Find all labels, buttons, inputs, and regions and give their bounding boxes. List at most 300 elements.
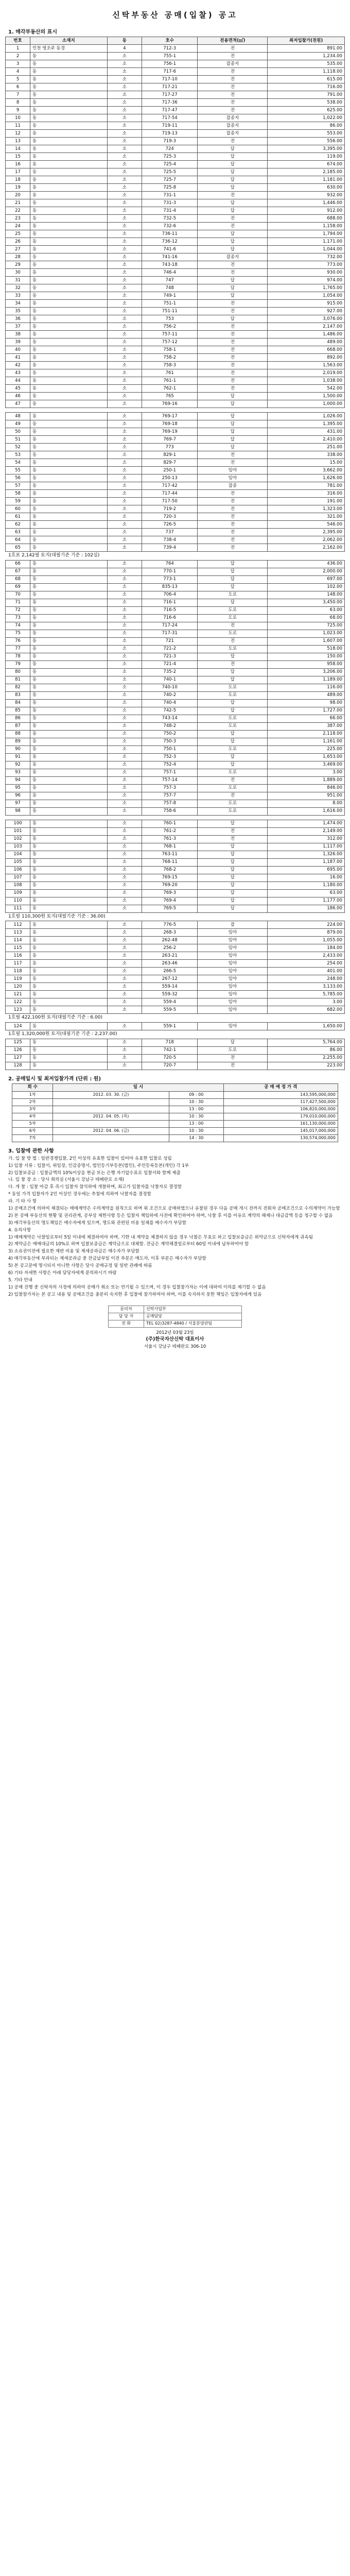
- property-row: [6, 192, 345, 199]
- property-cell: 동: [30, 385, 108, 393]
- property-cell: 동: [30, 377, 108, 385]
- property-cell: 761-1: [142, 377, 197, 385]
- property-row: [6, 168, 345, 176]
- property-cell: 답: [198, 753, 268, 761]
- property-cell: 소: [107, 897, 142, 905]
- property-cell: 256-2: [142, 944, 197, 952]
- property-cell: 도로: [198, 715, 268, 722]
- property-cell: 임야: [198, 944, 268, 952]
- property-cell: 150.00: [268, 653, 345, 660]
- col-price: 최저입찰가(천원): [268, 37, 345, 45]
- property-cell: 소: [107, 354, 142, 362]
- schedule-cell: 2차: [12, 1098, 53, 1106]
- property-cell: 소: [107, 975, 142, 983]
- property-cell: 17: [6, 168, 30, 176]
- property-row: [6, 199, 345, 207]
- property-cell: 소: [107, 1046, 142, 1054]
- property-cell: 769-4: [142, 897, 197, 905]
- property-cell: 소: [107, 536, 142, 544]
- property-cell: 5,785.00: [268, 991, 345, 998]
- property-cell: 1,474.00: [268, 820, 345, 827]
- body-paragraph: 가. 입 찰 방 법 : 일반경쟁입찰, 2인 이상의 유효한 입찰이 있어야 유효한 입찰로 성립: [8, 1156, 172, 1161]
- property-cell: 동: [30, 338, 108, 346]
- property-row: [6, 960, 345, 968]
- schedule-row: [12, 1098, 338, 1106]
- property-cell: 757-7: [142, 792, 197, 800]
- schedule-cell: 130,574,000,000: [223, 1134, 338, 1142]
- property-cell: 소: [107, 843, 142, 851]
- property-cell: 동: [30, 874, 108, 882]
- property-cell: 임야: [198, 1006, 268, 1014]
- property-row: [6, 591, 345, 599]
- property-cell: 답: [198, 393, 268, 400]
- property-cell: 답: [198, 583, 268, 591]
- property-cell: 88: [6, 730, 30, 738]
- property-cell: 동: [30, 827, 108, 835]
- property-cell: 2,255.00: [268, 1054, 345, 1062]
- contact-row: [109, 1306, 242, 1313]
- property-cell: 716-1: [142, 599, 197, 606]
- property-cell: 71: [6, 599, 30, 606]
- property-cell: 757-8: [142, 800, 197, 807]
- property-cell: 전: [198, 323, 268, 331]
- property-cell: 동: [30, 331, 108, 338]
- property-cell: 동: [30, 983, 108, 991]
- property-cell: 223.00: [268, 1062, 345, 1070]
- col-location: 소재지: [30, 37, 108, 45]
- body-paragraph: 라. 기 타 사 항: [8, 1199, 37, 1205]
- property-cell: 112: [6, 921, 30, 929]
- property-cell: 70: [6, 591, 30, 599]
- property-cell: 84: [6, 699, 30, 707]
- property-cell: 소: [107, 1039, 142, 1046]
- property-row: [6, 897, 345, 905]
- property-cell: 소: [107, 792, 142, 800]
- property-cell: 동: [30, 929, 108, 937]
- property-cell: 891.00: [268, 45, 345, 53]
- section-3-heading: 3. 입찰에 관한 사항: [8, 1148, 54, 1154]
- property-cell: 소: [107, 83, 142, 91]
- property-cell: 974.00: [268, 277, 345, 284]
- property-row: [6, 284, 345, 292]
- property-row: [6, 835, 345, 843]
- property-cell: 소: [107, 277, 142, 284]
- property-row: [6, 536, 345, 544]
- property-cell: 732-6: [142, 223, 197, 230]
- property-row: [6, 331, 345, 338]
- property-cell: 116: [6, 952, 30, 960]
- section-1-heading: 1. 매각부동산의 표시: [8, 29, 57, 35]
- property-cell: 전: [198, 308, 268, 315]
- property-cell: 1,446.00: [268, 199, 345, 207]
- property-cell: 소: [107, 300, 142, 308]
- property-cell: 소: [107, 944, 142, 952]
- property-cell: 912.00: [268, 207, 345, 215]
- footer-org: (주)한국자산신탁 대표이사: [146, 1336, 204, 1343]
- property-cell: 동: [30, 1062, 108, 1070]
- property-cell: 24: [6, 223, 30, 230]
- property-cell: 720-3: [142, 513, 197, 521]
- property-cell: 717-24: [142, 622, 197, 630]
- property-cell: 735-2: [142, 668, 197, 676]
- property-cell: 소: [107, 998, 142, 1006]
- property-cell: 소: [107, 176, 142, 184]
- property-cell: 잡종지: [198, 253, 268, 261]
- property-row: [6, 784, 345, 792]
- property-cell: 소: [107, 921, 142, 929]
- property-cell: 720-7: [142, 1062, 197, 1070]
- property-cell: 임야: [198, 1023, 268, 1030]
- property-row: [6, 474, 345, 482]
- property-cell: 동: [30, 114, 108, 122]
- property-cell: 소: [107, 145, 142, 153]
- property-cell: 764: [142, 560, 197, 568]
- property-cell: 2,019.00: [268, 369, 345, 377]
- property-cell: 42: [6, 362, 30, 369]
- property-cell: 1,054.00: [268, 292, 345, 300]
- property-cell: 답: [198, 738, 268, 745]
- property-cell: 740-10: [142, 684, 197, 691]
- property-row: [6, 937, 345, 944]
- property-cell: 소: [107, 428, 142, 436]
- property-row: [6, 691, 345, 699]
- property-cell: 63.00: [268, 606, 345, 614]
- property-cell: 86: [6, 715, 30, 722]
- property-cell: 2,395.00: [268, 529, 345, 536]
- property-cell: 답: [198, 168, 268, 176]
- property-cell: 소: [107, 529, 142, 536]
- property-cell: 동: [30, 975, 108, 983]
- property-cell: 556.00: [268, 138, 345, 145]
- contact-value: 공매담당: [144, 1313, 242, 1320]
- property-cell: 739-4: [142, 544, 197, 552]
- property-row: [6, 684, 345, 691]
- property-row: [6, 444, 345, 451]
- property-cell: 임야: [198, 937, 268, 944]
- property-cell: 임야: [198, 983, 268, 991]
- property-cell: 동: [30, 261, 108, 269]
- property-cell: 3,076.00: [268, 315, 345, 323]
- property-cell: 52: [6, 444, 30, 451]
- property-cell: 28: [6, 253, 30, 261]
- property-cell: 전: [198, 835, 268, 843]
- property-cell: 소: [107, 53, 142, 60]
- property-cell: 소: [107, 436, 142, 444]
- property-cell: 답: [198, 730, 268, 738]
- property-row: [6, 377, 345, 385]
- property-cell: 답: [198, 905, 268, 912]
- property-cell: 소: [107, 645, 142, 653]
- property-cell: 소: [107, 858, 142, 866]
- property-cell: 752-3: [142, 753, 197, 761]
- property-cell: 동: [30, 776, 108, 784]
- property-cell: 소: [107, 338, 142, 346]
- property-cell: 소: [107, 161, 142, 168]
- property-cell: 동: [30, 897, 108, 905]
- property-cell: 8.00: [268, 800, 345, 807]
- property-cell: 1,626.00: [268, 474, 345, 482]
- property-cell: 소: [107, 138, 142, 145]
- property-cell: 전: [198, 660, 268, 668]
- property-cell: 732-5: [142, 215, 197, 223]
- property-row: [6, 800, 345, 807]
- property-cell: 64: [6, 536, 30, 544]
- property-cell: 22: [6, 207, 30, 215]
- body-paragraph: 2) 입찰보증금 : 입찰금액의 10%이상을 현금 또는 은행 자기앞수표로 입찰서와 함께 제출: [8, 1170, 181, 1176]
- property-cell: 소: [107, 851, 142, 858]
- property-cell: 738-4: [142, 536, 197, 544]
- property-cell: 104: [6, 851, 30, 858]
- property-cell: 750-1: [142, 745, 197, 753]
- property-cell: 89: [6, 738, 30, 745]
- property-row: [6, 53, 345, 60]
- property-cell: 답: [198, 761, 268, 769]
- property-cell: 동: [30, 753, 108, 761]
- subtotal-4: 1호필 1,320,000원 토지(대필기준 기준 : 2,237.00): [8, 1031, 117, 1037]
- property-cell: 716-6: [142, 614, 197, 622]
- property-cell: 148.00: [268, 591, 345, 599]
- property-row: [6, 1062, 345, 1070]
- property-cell: 동: [30, 1054, 108, 1062]
- property-cell: 임야: [198, 991, 268, 998]
- property-cell: 전: [198, 827, 268, 835]
- property-cell: 소: [107, 660, 142, 668]
- schedule-cell: [53, 1120, 169, 1127]
- property-cell: 82: [6, 684, 30, 691]
- property-cell: 동: [30, 784, 108, 792]
- property-cell: 소: [107, 653, 142, 660]
- property-cell: 559-1: [142, 1023, 197, 1030]
- property-cell: 전: [198, 215, 268, 223]
- contact-row: [109, 1313, 242, 1320]
- property-cell: 전: [198, 99, 268, 107]
- property-cell: 11: [6, 122, 30, 130]
- property-row: [6, 207, 345, 215]
- property-cell: 1,161.00: [268, 738, 345, 745]
- property-table-g: [5, 1039, 345, 1070]
- property-row: [6, 1006, 345, 1014]
- property-cell: 답: [198, 230, 268, 238]
- property-table-e: [5, 921, 345, 1014]
- property-cell: 1,118.00: [268, 68, 345, 76]
- property-cell: 동: [30, 308, 108, 315]
- property-cell: 동: [30, 436, 108, 444]
- property-cell: 127: [6, 1054, 30, 1062]
- schedule-cell: 5차: [12, 1120, 53, 1127]
- property-cell: 1,177.00: [268, 897, 345, 905]
- property-cell: 725-4: [142, 161, 197, 168]
- property-cell: 소: [107, 130, 142, 138]
- property-cell: 답: [198, 1039, 268, 1046]
- property-cell: 80: [6, 668, 30, 676]
- property-cell: 도로: [198, 645, 268, 653]
- property-cell: 소: [107, 498, 142, 505]
- property-cell: 186.00: [268, 905, 345, 912]
- property-cell: 소: [107, 346, 142, 354]
- property-cell: 동: [30, 722, 108, 730]
- property-cell: 61: [6, 513, 30, 521]
- property-cell: 14: [6, 145, 30, 153]
- property-row: [6, 699, 345, 707]
- property-cell: 소: [107, 866, 142, 874]
- property-cell: 동: [30, 707, 108, 715]
- property-cell: 동: [30, 60, 108, 68]
- property-cell: 임야: [198, 968, 268, 975]
- property-cell: 401.00: [268, 968, 345, 975]
- property-cell: 10: [6, 114, 30, 122]
- property-row: [6, 827, 345, 835]
- property-cell: 전: [198, 490, 268, 498]
- property-cell: 75: [6, 630, 30, 637]
- property-cell: 소: [107, 676, 142, 684]
- schedule-cell: 117,427,500,000: [223, 1098, 338, 1106]
- property-cell: 122: [6, 998, 30, 1006]
- property-cell: 소: [107, 820, 142, 827]
- property-cell: 답: [198, 575, 268, 583]
- property-cell: 5,764.00: [268, 1039, 345, 1046]
- property-cell: 768-11: [142, 858, 197, 866]
- property-cell: 소: [107, 1062, 142, 1070]
- property-cell: 소: [107, 583, 142, 591]
- property-cell: 740-2: [142, 691, 197, 699]
- schedule-cell: 09 : 00: [169, 1091, 223, 1098]
- property-cell: 1,180.00: [268, 882, 345, 889]
- property-row: [6, 400, 345, 408]
- property-cell: 263-21: [142, 952, 197, 960]
- property-cell: 19: [6, 184, 30, 192]
- property-cell: 동: [30, 998, 108, 1006]
- property-cell: 74: [6, 622, 30, 630]
- property-cell: 답: [198, 560, 268, 568]
- property-cell: 119: [6, 975, 30, 983]
- property-cell: 761: [142, 369, 197, 377]
- property-cell: 소: [107, 614, 142, 622]
- property-cell: 763-11: [142, 851, 197, 858]
- property-cell: 동: [30, 184, 108, 192]
- property-cell: 37: [6, 323, 30, 331]
- property-row: [6, 308, 345, 315]
- schedule-row: [12, 1120, 338, 1127]
- property-cell: 321.00: [268, 513, 345, 521]
- property-cell: 4: [107, 45, 142, 53]
- property-cell: 소: [107, 960, 142, 968]
- property-cell: 721-3: [142, 653, 197, 660]
- property-cell: 108: [6, 882, 30, 889]
- property-row: [6, 176, 345, 184]
- property-cell: 전: [198, 369, 268, 377]
- property-cell: 소: [107, 991, 142, 998]
- body-paragraph: 1) 공매 진행 중 신탁자의 사정에 의하여 공매가 취소 또는 연기될 수 있으며, 이 경우 입찰참가자는 이에 대하여 이의를 제기할 수 없음: [8, 1284, 266, 1290]
- property-cell: 동: [30, 807, 108, 815]
- property-cell: 98: [6, 807, 30, 815]
- property-cell: 소: [107, 722, 142, 730]
- property-row: [6, 145, 345, 153]
- property-cell: 835-13: [142, 583, 197, 591]
- property-cell: 93: [6, 769, 30, 776]
- property-cell: 소: [107, 490, 142, 498]
- property-cell: 답: [198, 428, 268, 436]
- property-cell: 동: [30, 952, 108, 960]
- property-row: [6, 707, 345, 715]
- property-cell: 소: [107, 192, 142, 199]
- property-cell: 1,055.00: [268, 937, 345, 944]
- property-cell: 소: [107, 199, 142, 207]
- property-row: [6, 1023, 345, 1030]
- schedule-cell: 1차: [12, 1091, 53, 1098]
- property-cell: 소: [107, 800, 142, 807]
- property-cell: 712-3: [142, 45, 197, 53]
- property-cell: 829-1: [142, 451, 197, 459]
- property-cell: 26: [6, 238, 30, 246]
- property-cell: 동: [30, 858, 108, 866]
- property-cell: 721: [142, 637, 197, 645]
- property-cell: 소: [107, 827, 142, 835]
- property-cell: 267-12: [142, 975, 197, 983]
- property-cell: 소: [107, 776, 142, 784]
- property-cell: 전: [198, 192, 268, 199]
- property-cell: 76: [6, 637, 30, 645]
- property-row: [6, 1054, 345, 1062]
- property-row: [6, 905, 345, 912]
- subtotal-3: 1호필 422,100원 토지(대필기준 기준 : 6.00): [8, 1015, 102, 1021]
- property-cell: 전: [198, 513, 268, 521]
- property-cell: 892.00: [268, 354, 345, 362]
- property-cell: 770-1: [142, 568, 197, 575]
- property-row: [6, 1039, 345, 1046]
- property-cell: 동: [30, 1006, 108, 1014]
- property-cell: 65: [6, 544, 30, 552]
- property-cell: 소: [107, 761, 142, 769]
- property-cell: 소: [107, 784, 142, 792]
- property-row: [6, 952, 345, 960]
- property-cell: 동: [30, 277, 108, 284]
- property-cell: 답: [198, 668, 268, 676]
- schedule-cell: 106,820,000,000: [223, 1106, 338, 1113]
- property-cell: 소: [107, 459, 142, 467]
- property-cell: 1,023.00: [268, 630, 345, 637]
- property-cell: 250-13: [142, 474, 197, 482]
- property-cell: 동: [30, 238, 108, 246]
- col-no: 번호: [6, 37, 30, 45]
- schedule-cell: 2012. 03. 30. (금): [53, 1091, 169, 1098]
- property-cell: 동: [30, 161, 108, 168]
- property-cell: 116.00: [268, 684, 345, 691]
- col-datetime: 일 시: [53, 1083, 224, 1091]
- property-cell: 6: [6, 83, 30, 91]
- property-cell: 2,118.00: [268, 730, 345, 738]
- property-cell: 107: [6, 874, 30, 882]
- property-cell: 760-1: [142, 820, 197, 827]
- property-cell: 724: [142, 145, 197, 153]
- property-cell: 1,486.00: [268, 331, 345, 338]
- property-cell: 1,044.00: [268, 246, 345, 253]
- contact-table: [108, 1306, 242, 1328]
- schedule-header-row: [12, 1083, 338, 1091]
- property-cell: 1,038.00: [268, 377, 345, 385]
- property-cell: 35: [6, 308, 30, 315]
- property-cell: 726-5: [142, 521, 197, 529]
- property-row: [6, 738, 345, 745]
- property-cell: 동: [30, 498, 108, 505]
- property-cell: 전: [198, 45, 268, 53]
- property-cell: 706-4: [142, 591, 197, 599]
- subtotal-1: 1호표 2,142필 토지(대필기준 기준 : 102실): [8, 553, 100, 558]
- property-cell: 소: [107, 745, 142, 753]
- property-cell: 동: [30, 444, 108, 451]
- property-cell: 879.00: [268, 929, 345, 937]
- property-cell: 동: [30, 745, 108, 753]
- property-cell: 동: [30, 630, 108, 637]
